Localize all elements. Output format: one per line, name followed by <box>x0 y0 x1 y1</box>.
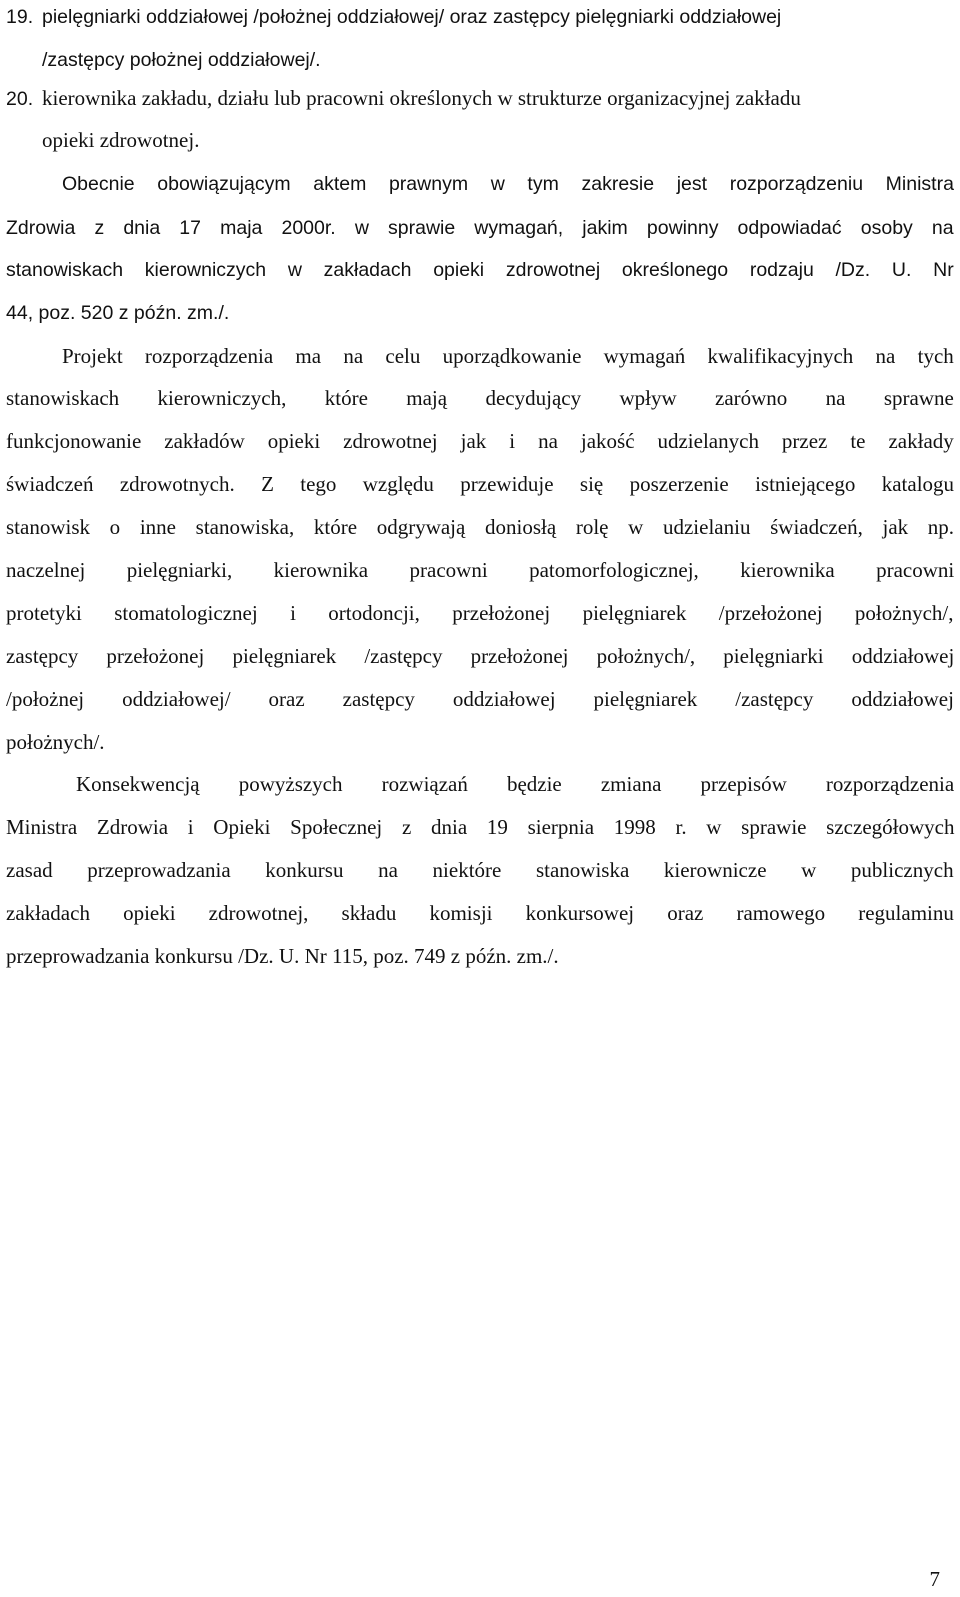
para1-line-2-rest: w sprawie wymagań, jakim powinny odpowiadać osoby na <box>335 217 954 239</box>
para2-line-5: stanowisk o inne stanowiska, które odgrywają doniosłą rolę w udzielaniu świadczeń, jak np. <box>6 515 955 539</box>
para2-line-7: protetyki stomatologicznej i ortodoncji, przełożonej pielęgniarek /przełożonej położnych/, <box>6 601 954 625</box>
list-item-20-line-1 <box>6 85 954 112</box>
list-item-19-line-2: /zastępcy położnej oddziałowej/. <box>42 49 321 71</box>
list-item-19-line-1 <box>6 4 954 30</box>
para2-line-6: naczelnej pielęgniarki, kierownika pracowni patomorfologicznej, kierownika pracowni <box>6 558 955 582</box>
list-item-19-number: 19. <box>6 6 34 28</box>
para1-line-2 <box>6 214 954 241</box>
para1-line-3: stanowiskach kierowniczych w zakładach opieki zdrowotnej określonego rodzaju /Dz. U. Nr <box>6 259 954 281</box>
para3-line-3: zasad przeprowadzania konkursu na niektóre stanowiska kierownicze w publicznych <box>6 858 954 882</box>
para2-line-8: zastępcy przełożonej pielęgniarek /zastępcy przełożonej położnych/, pielęgniarki oddziałowej <box>6 644 955 668</box>
para2-line-3: funkcjonowanie zakładów opieki zdrowotnej jak i na jakość udzielanych przez te zakłady <box>6 429 954 453</box>
para3-line-5: przeprowadzania konkursu /Dz. U. Nr 115, poz. 749 z późn. zm./. <box>6 944 559 968</box>
para1-line-2-sans: Zdrowia z dnia 17 maja 2000r. <box>6 217 336 239</box>
para2-line-1: Projekt rozporządzenia ma na celu uporządkowanie wymagań kwalifikacyjnych na tych <box>62 344 954 368</box>
para2-line-9: /położnej oddziałowej/ oraz zastępcy oddziałowej pielęgniarek /zastępcy oddziałowej <box>6 687 954 711</box>
para3-line-2: Ministra Zdrowia i Opieki Społecznej z dnia 19 sierpnia 1998 r. w sprawie szczegółowych <box>6 815 955 839</box>
list-item-20-text: kierownika zakładu, działu lub pracowni określonych w strukturze organizacyjnej zakładu <box>42 86 801 110</box>
page-number: 7 <box>929 1567 940 1591</box>
list-item-20-line-2: opieki zdrowotnej. <box>42 128 200 152</box>
para3-line-1: Konsekwencją powyższych rozwiązań będzie zmiana przepisów rozporządzenia <box>76 772 955 796</box>
list-item-20-number: 20. <box>6 88 34 110</box>
para1-line-4: 44, poz. 520 z późn. zm./. <box>6 302 230 324</box>
para2-line-2: stanowiskach kierowniczych, które mają decydujący wpływ zarówno na sprawne <box>6 386 954 410</box>
para2-line-4: świadczeń zdrowotnych. Z tego względu przewiduje się poszerzenie istniejącego katalogu <box>6 472 955 496</box>
para1-line-1: Obecnie obowiązującym aktem prawnym w tym zakresie jest rozporządzeniu Ministra <box>62 173 954 195</box>
para3-line-4: zakładach opieki zdrowotnej, składu komisji konkursowej oraz ramowego regulaminu <box>6 901 954 925</box>
list-item-19-text: pielęgniarki oddziałowej /położnej oddziałowej/ oraz zastępcy pielęgniarki oddziałowej <box>42 6 782 28</box>
para2-line-10: położnych/. <box>6 730 105 754</box>
